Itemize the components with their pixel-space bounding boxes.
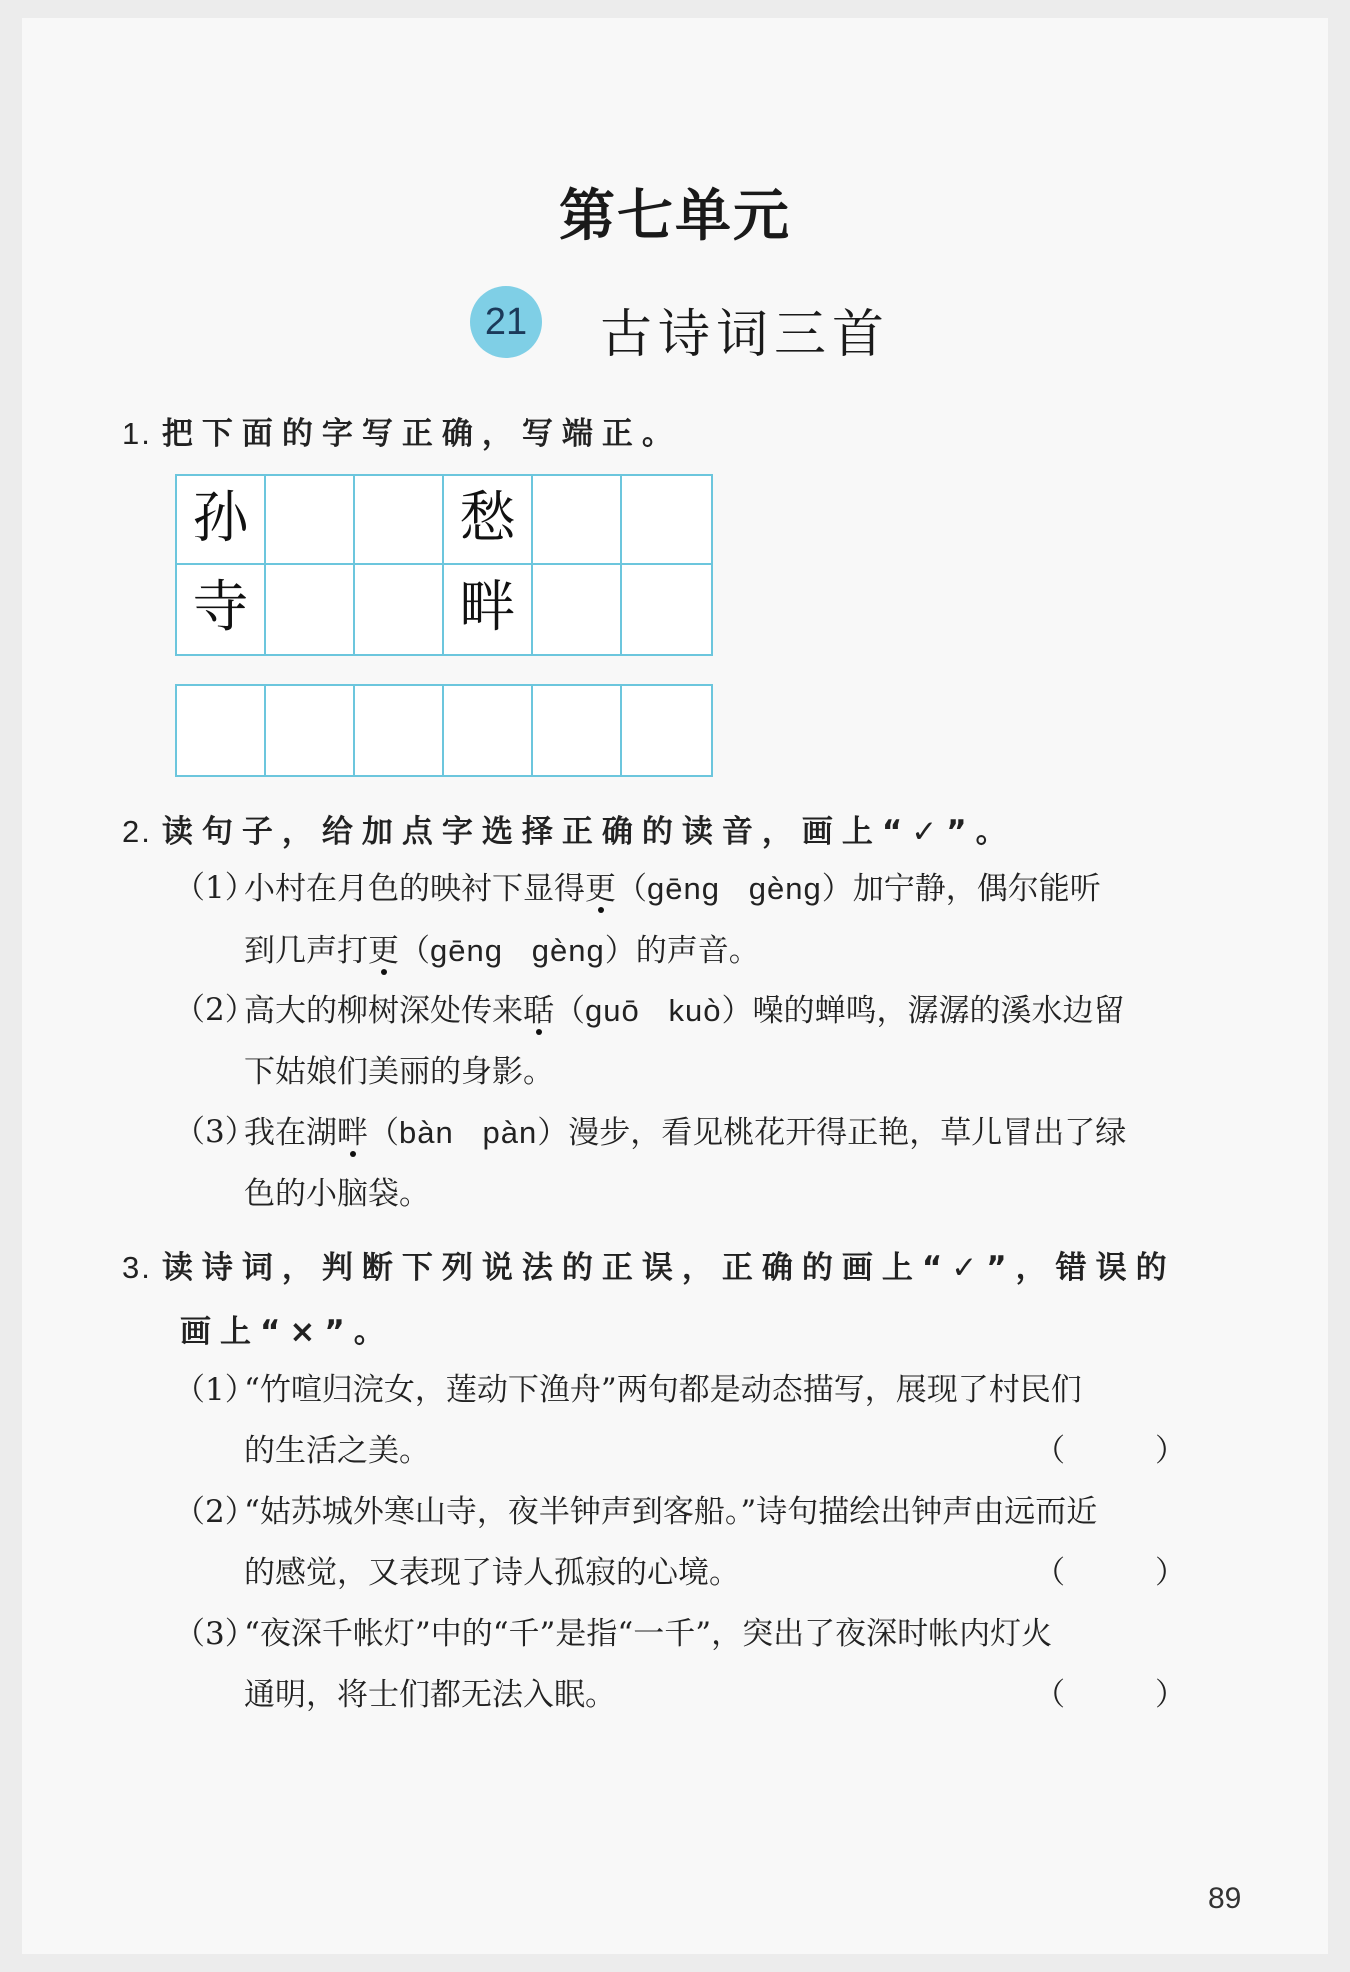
item-index: （2）	[174, 992, 256, 1028]
question-number: 1.	[122, 416, 152, 451]
pinyin-option-pair[interactable]: guō kuò	[585, 993, 722, 1028]
grid-cell-blank[interactable]	[533, 565, 622, 654]
dotted-character: 畔	[337, 1115, 368, 1151]
item-text: 小村在月色的映衬下显得	[244, 871, 585, 907]
question-instruction: 把下面的字写正确，写端正。	[161, 416, 682, 452]
grid-cell-blank[interactable]	[177, 686, 266, 775]
grid-cell-blank[interactable]	[266, 565, 355, 654]
grid-cell-blank[interactable]	[533, 476, 622, 565]
answer-parentheses[interactable]: （ ）	[1034, 1555, 1226, 1591]
item-text: “竹喧归浣女，莲动下渔舟”两句都是动态描写，展现了村民们	[244, 1372, 1082, 1408]
page-number: 89	[1208, 1882, 1242, 1915]
question-number: 2.	[122, 814, 152, 849]
grid-cell-blank[interactable]	[266, 686, 355, 775]
question-instruction: 读诗词，判断下列说法的正误，正确的画上“✓”，错误的	[161, 1250, 1176, 1286]
question-2-heading	[122, 806, 1016, 851]
q2-item-2	[174, 980, 1226, 1103]
lesson-title: 古诗词三首	[600, 305, 891, 365]
item-text: 的感觉，又表现了诗人孤寂的心境。	[244, 1555, 740, 1591]
item-index: （1）	[174, 870, 256, 906]
grid-cell-model-character: 孙	[177, 476, 266, 565]
answer-parentheses[interactable]: （ ）	[1034, 1433, 1226, 1469]
lesson-number-badge: 21	[470, 286, 542, 358]
writing-grid-2	[175, 684, 713, 777]
item-text: （	[368, 1115, 399, 1151]
grid-cell-blank[interactable]	[622, 476, 711, 565]
grid-cell-model-character: 寺	[177, 565, 266, 654]
item-text: 通明，将士们都无法入眠。	[244, 1677, 616, 1713]
dotted-character: 更	[368, 933, 399, 969]
item-index: （1）	[174, 1372, 256, 1408]
item-text: 下姑娘们美丽的身影。	[244, 1054, 554, 1090]
grid-cell-blank[interactable]	[355, 565, 444, 654]
pinyin-option-pair[interactable]: gēng gèng	[430, 933, 605, 968]
grid-cell-blank[interactable]	[266, 476, 355, 565]
dotted-character: 聒	[523, 993, 554, 1029]
question-3-heading-continued: 画上“×”。	[180, 1314, 394, 1350]
grid-cell-blank[interactable]	[533, 686, 622, 775]
item-text: （	[554, 993, 585, 1029]
item-text: 的生活之美。	[244, 1433, 430, 1469]
writing-grid-1	[175, 474, 713, 656]
item-text: “姑苏城外寒山寺，夜半钟声到客船。”诗句描绘出钟声由远而近	[244, 1494, 1098, 1530]
q3-item-3	[174, 1604, 1226, 1726]
q2-item-3	[174, 1102, 1226, 1225]
grid-cell-model-character: 畔	[444, 565, 533, 654]
pinyin-option-pair[interactable]: gēng gèng	[647, 871, 822, 906]
item-text: ）噪的蝉鸣，潺潺的溪水边留	[721, 993, 1125, 1029]
grid-cell-blank[interactable]	[355, 476, 444, 565]
grid-cell-blank[interactable]	[355, 686, 444, 775]
unit-title: 第七单元	[559, 184, 791, 249]
item-text: ）加宁静，偶尔能听	[821, 871, 1101, 907]
q3-item-1	[174, 1360, 1226, 1482]
q3-item-2	[174, 1482, 1226, 1604]
item-text: “夜深千帐灯”中的“千”是指“一千”，突出了夜深时帐内灯火	[244, 1616, 1053, 1652]
question-instruction: 读句子，给加点字选择正确的读音，画上“✓”。	[161, 814, 1016, 850]
item-index: （2）	[174, 1494, 256, 1530]
item-text: 色的小脑袋。	[244, 1176, 430, 1212]
grid-cell-blank[interactable]	[622, 686, 711, 775]
item-index: （3）	[174, 1616, 256, 1652]
item-text: ）漫步，看见桃花开得正艳，草儿冒出了绿	[537, 1115, 1127, 1151]
item-text: 到几声打	[244, 933, 368, 969]
grid-cell-blank[interactable]	[622, 565, 711, 654]
pinyin-option-pair[interactable]: bàn pàn	[399, 1115, 538, 1150]
item-text: 高大的柳树深处传来	[244, 993, 523, 1029]
question-3-heading	[122, 1242, 1232, 1287]
item-text: （	[616, 871, 647, 907]
grid-cell-model-character: 愁	[444, 476, 533, 565]
question-number: 3.	[122, 1250, 152, 1285]
item-index: （3）	[174, 1114, 256, 1150]
item-text: ）的声音。	[604, 933, 760, 969]
q2-item-1	[174, 858, 1226, 982]
dotted-character: 更	[585, 871, 616, 907]
grid-cell-blank[interactable]	[444, 686, 533, 775]
item-text: （	[399, 933, 430, 969]
question-1-heading	[122, 408, 682, 453]
item-text: 我在湖	[244, 1115, 337, 1151]
answer-parentheses[interactable]: （ ）	[1034, 1677, 1226, 1713]
